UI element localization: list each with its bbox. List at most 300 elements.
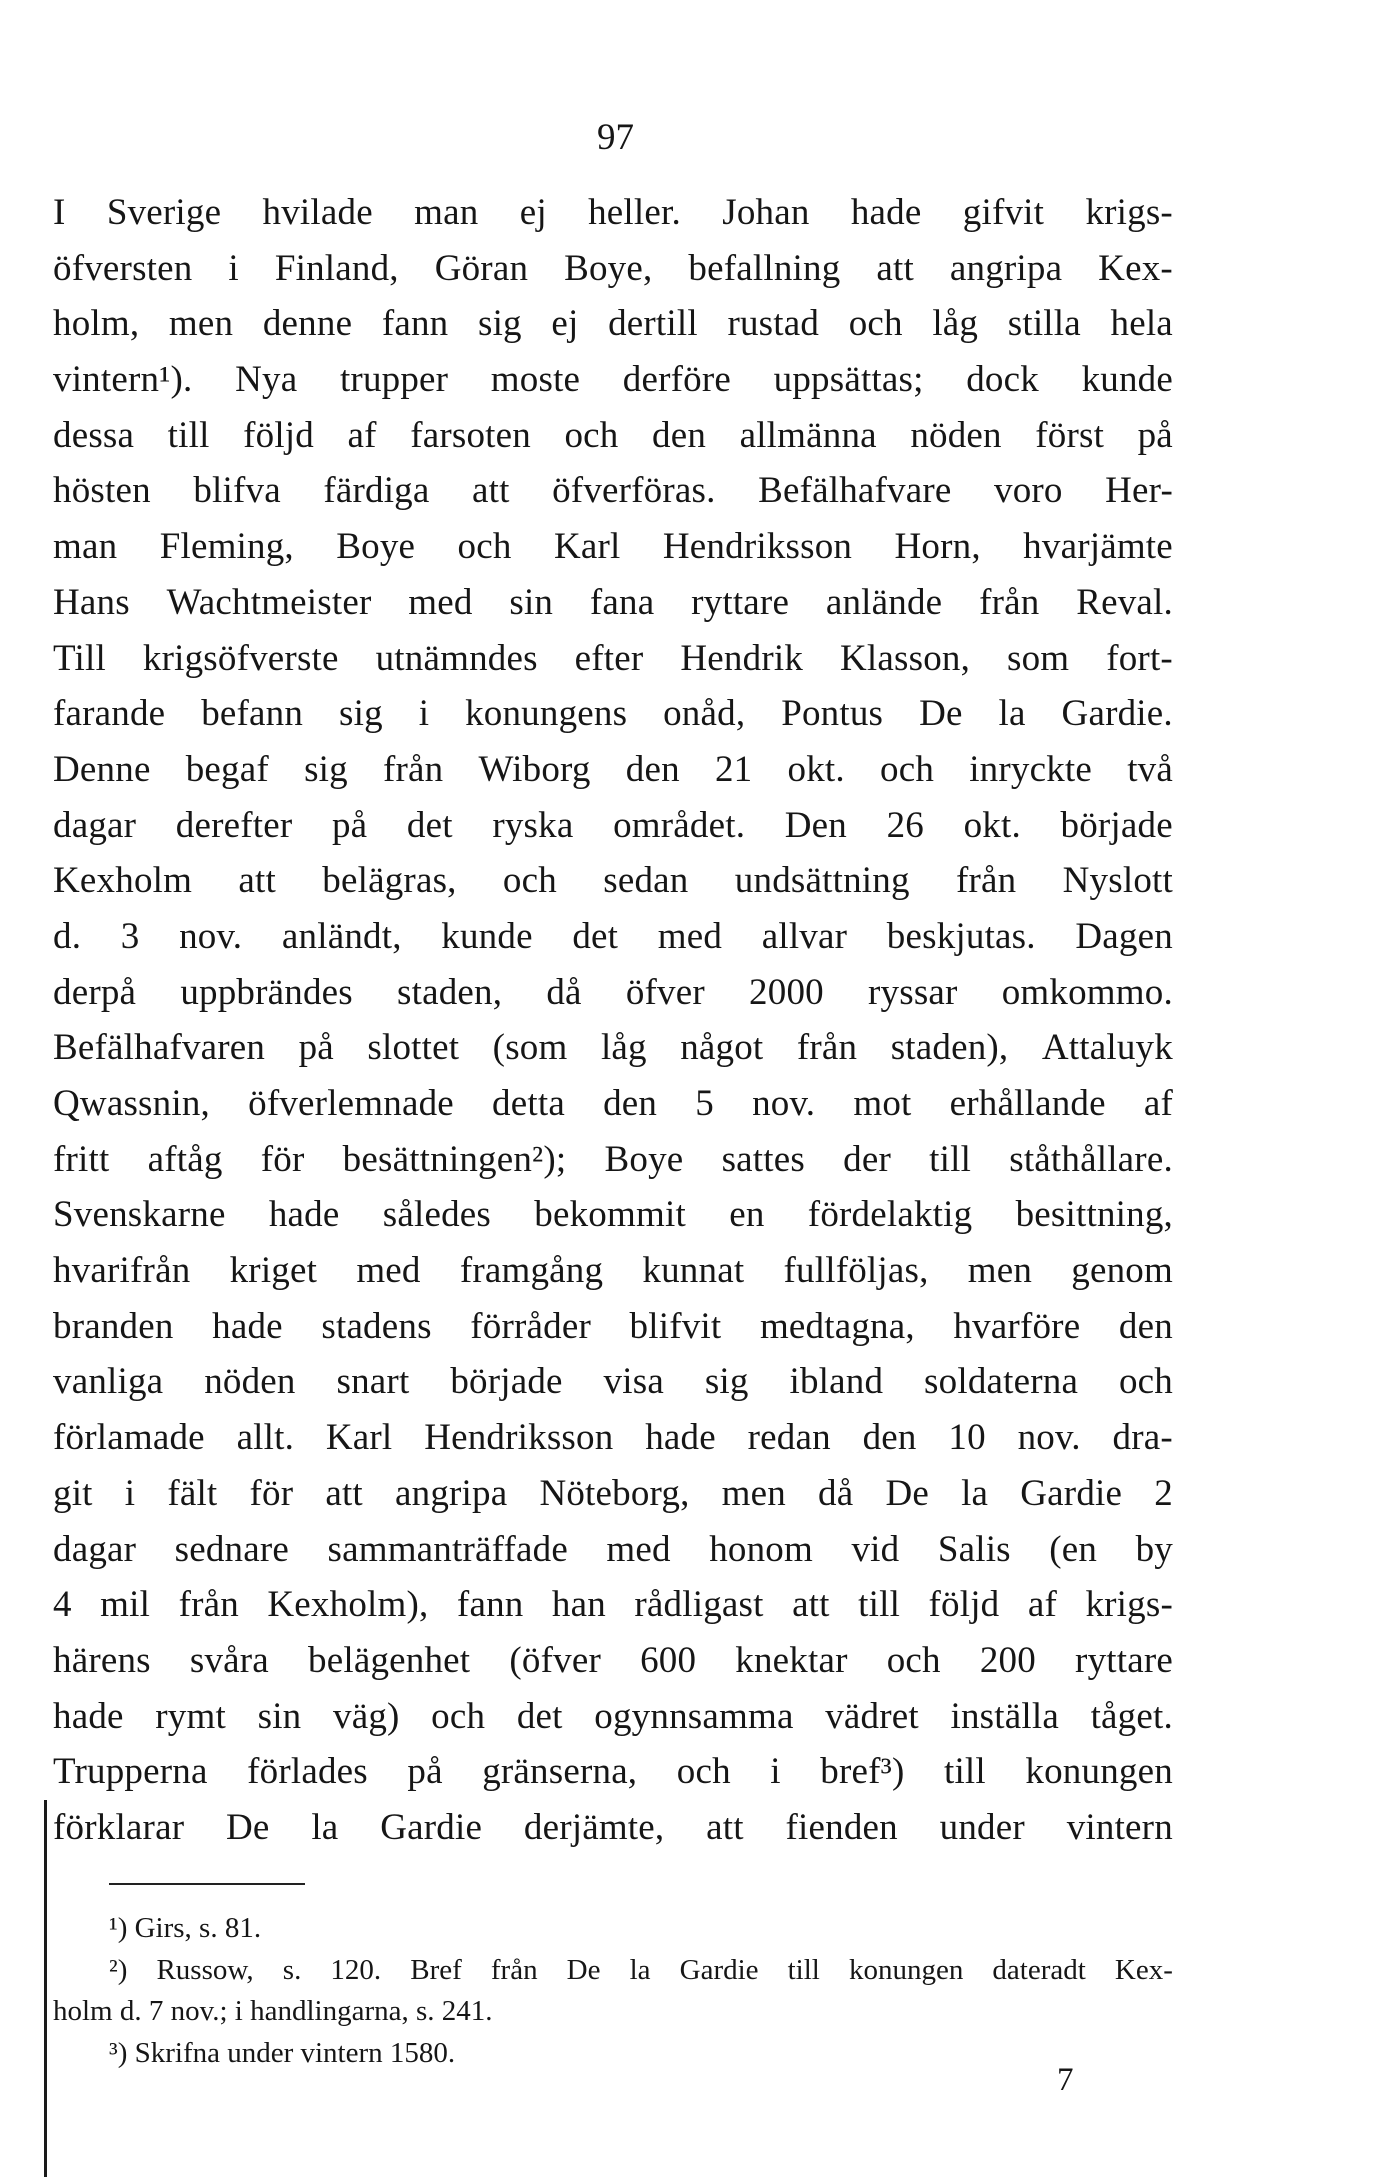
word: fienden xyxy=(785,1806,898,1848)
word: Pontus xyxy=(781,693,884,735)
word: Denne xyxy=(53,748,151,790)
word: af xyxy=(1143,1083,1173,1124)
word: sig xyxy=(339,693,383,735)
word: sig xyxy=(477,303,522,345)
word: kriget xyxy=(229,1250,318,1292)
word: öfverlemnade xyxy=(248,1083,454,1124)
word: moste xyxy=(490,359,581,401)
word: Hendrik xyxy=(680,637,804,679)
word: Den xyxy=(784,804,847,846)
word: allmänna xyxy=(739,414,877,456)
word: dagar xyxy=(53,1528,137,1570)
word: men xyxy=(721,1472,786,1514)
word: holm, xyxy=(53,303,140,345)
word: Nya xyxy=(235,359,298,401)
word: sin xyxy=(257,1695,302,1737)
word: der xyxy=(843,1138,891,1180)
word: Gardie xyxy=(1020,1472,1123,1514)
word: hvarifrån xyxy=(53,1250,191,1292)
word: la xyxy=(311,1806,339,1848)
word: 3 xyxy=(120,915,140,957)
word: af xyxy=(347,414,377,456)
word: rymt xyxy=(155,1695,226,1737)
word: besittning, xyxy=(1015,1194,1173,1236)
text-line xyxy=(53,575,1173,631)
word: man xyxy=(53,526,118,568)
word: fritt xyxy=(53,1138,110,1180)
word: allt. xyxy=(236,1417,295,1459)
word: Karl xyxy=(553,526,621,568)
word: sig xyxy=(304,748,348,790)
word: Wachtmeister xyxy=(166,581,372,623)
word: den xyxy=(625,748,680,790)
text-line xyxy=(53,1800,1173,1856)
word: på xyxy=(331,804,368,846)
body-text xyxy=(53,185,1173,1856)
word: I xyxy=(53,192,66,233)
word: men xyxy=(168,303,234,345)
word: den xyxy=(652,414,707,456)
word: det xyxy=(516,1695,563,1737)
word: Bref xyxy=(410,1953,462,1986)
word: sammanträffade xyxy=(327,1528,568,1570)
word: bref³) xyxy=(820,1751,905,1793)
text-line xyxy=(53,463,1173,519)
word: detta xyxy=(492,1083,565,1124)
word: med xyxy=(408,581,473,623)
word: hvarföre xyxy=(953,1305,1081,1347)
word: svåra xyxy=(189,1639,269,1681)
word: rådligast xyxy=(634,1584,764,1626)
word: att xyxy=(876,247,914,289)
word: (som xyxy=(492,1027,568,1069)
word: 5 xyxy=(695,1083,714,1124)
word: nöden xyxy=(910,414,1002,456)
word: soldaterna xyxy=(924,1361,1079,1403)
word: De xyxy=(919,693,963,735)
text-line xyxy=(53,909,1173,965)
word: och xyxy=(431,1695,486,1737)
word: ryska xyxy=(492,804,574,846)
word: fann xyxy=(456,1584,524,1626)
word: uppsättas; xyxy=(773,359,924,401)
word: erhållande xyxy=(949,1083,1106,1124)
word: öfversten xyxy=(53,247,193,289)
text-line xyxy=(53,853,1173,909)
word: och xyxy=(1118,1361,1173,1403)
word: således xyxy=(382,1194,492,1236)
word: 120. xyxy=(330,1953,382,1986)
word: visa xyxy=(603,1361,664,1403)
word: Till xyxy=(53,637,106,679)
word: Johan xyxy=(722,192,810,233)
word: sattes xyxy=(721,1138,805,1180)
word: att xyxy=(238,860,276,902)
word: medtagna, xyxy=(759,1305,915,1347)
word: anländt, xyxy=(281,915,402,957)
word: först xyxy=(1035,414,1105,456)
word: De xyxy=(885,1472,929,1514)
word: färdiga xyxy=(323,470,430,512)
word: dagar xyxy=(53,804,137,846)
word: att xyxy=(472,470,510,512)
word: följd xyxy=(243,414,314,456)
word: då xyxy=(546,971,582,1013)
word: i xyxy=(418,693,430,735)
word: det xyxy=(572,915,619,957)
word: la xyxy=(961,1472,989,1514)
word: Sverige xyxy=(106,192,222,233)
word: började xyxy=(1060,804,1173,846)
word: derpå xyxy=(53,971,137,1013)
word: konungen xyxy=(848,1953,964,1986)
word: vintern xyxy=(1066,1806,1173,1848)
text-line xyxy=(53,1522,1173,1578)
text-line xyxy=(53,965,1173,1021)
word: Gardie xyxy=(679,1953,759,1986)
word: hvilade xyxy=(262,192,373,233)
word: krigsöfverste xyxy=(142,637,339,679)
word: följd xyxy=(928,1584,1000,1626)
word: från xyxy=(178,1584,239,1626)
footnote-2-continued: holm d. 7 nov.; i handlingarna, s. 241. xyxy=(53,1995,493,2027)
word: med xyxy=(606,1528,671,1570)
text-line xyxy=(53,1076,1173,1132)
word: från xyxy=(490,1953,538,1986)
word: på xyxy=(298,1027,334,1069)
word: knektar xyxy=(735,1639,848,1681)
word: onåd, xyxy=(663,693,746,735)
word: från xyxy=(979,581,1040,623)
word: sin xyxy=(509,581,554,623)
word: ogynnsamma xyxy=(594,1695,794,1737)
word: då xyxy=(818,1472,854,1514)
word: Boye xyxy=(604,1138,684,1180)
word: undsättning xyxy=(734,860,910,902)
text-line xyxy=(53,352,1173,408)
word: öfver xyxy=(625,971,705,1013)
word: Hendriksson xyxy=(662,526,853,568)
word: stilla xyxy=(1007,303,1081,345)
word: hade xyxy=(268,1194,340,1236)
text-line xyxy=(53,1132,1173,1188)
word: derefter xyxy=(175,804,293,846)
word: Boye, xyxy=(564,247,653,289)
word: hvarjämte xyxy=(1023,526,1173,568)
word: omkommo. xyxy=(1001,971,1173,1013)
word: som xyxy=(1006,637,1070,679)
word: hade xyxy=(212,1305,283,1347)
word: dra- xyxy=(1112,1417,1173,1459)
word: men xyxy=(967,1250,1033,1292)
word: området. xyxy=(613,804,746,846)
word: farsoten xyxy=(410,414,531,456)
word: den xyxy=(862,1417,917,1459)
word: till xyxy=(943,1751,986,1793)
word: förlades xyxy=(247,1751,368,1793)
word: 600 xyxy=(640,1639,697,1681)
word: De xyxy=(226,1806,270,1848)
text-line xyxy=(53,185,1173,241)
word: väg) xyxy=(333,1695,400,1737)
word: okt. xyxy=(787,748,845,790)
word: och xyxy=(886,1639,941,1681)
word: på xyxy=(1137,414,1173,456)
word: konungen xyxy=(1025,1751,1173,1793)
word: hade xyxy=(53,1695,124,1737)
word: okt. xyxy=(963,804,1021,846)
footnote-1: ¹) Girs, s. 81. xyxy=(109,1912,262,1944)
word: Finland, xyxy=(274,247,399,289)
word: ryttare xyxy=(1075,1639,1173,1681)
word: att xyxy=(325,1472,363,1514)
word: för xyxy=(260,1138,305,1180)
word: för xyxy=(249,1472,294,1514)
word: och xyxy=(502,860,557,902)
word: till xyxy=(167,414,210,456)
word: nov. xyxy=(1017,1417,1081,1459)
text-line xyxy=(53,1243,1173,1299)
word: i xyxy=(228,247,239,289)
word: härens xyxy=(53,1639,151,1681)
word: den xyxy=(603,1083,658,1124)
word: Gardie. xyxy=(1061,693,1173,735)
word: och xyxy=(848,303,903,345)
word: Her- xyxy=(1105,470,1173,512)
word: konungens xyxy=(465,693,628,735)
word: staden), xyxy=(890,1027,1009,1069)
text-line xyxy=(53,798,1173,854)
word: två xyxy=(1127,748,1173,790)
word: kunde xyxy=(1081,359,1173,401)
word: angripa xyxy=(395,1472,508,1514)
word: befann xyxy=(201,693,304,735)
word: Boye xyxy=(336,526,416,568)
word: och xyxy=(564,414,619,456)
word: 2000 xyxy=(749,971,824,1013)
scan-margin-line xyxy=(44,1800,47,2177)
word: krigs- xyxy=(1085,1584,1173,1626)
text-line xyxy=(53,1689,1173,1745)
word: Hendriksson xyxy=(424,1417,614,1459)
word: 10 xyxy=(948,1417,986,1459)
word: 200 xyxy=(979,1639,1036,1681)
word: till xyxy=(858,1584,901,1626)
word: låg xyxy=(932,303,979,345)
word: Attaluyk xyxy=(1041,1027,1173,1069)
text-line xyxy=(53,742,1173,798)
word: redan xyxy=(747,1417,831,1459)
word: Hans xyxy=(53,581,130,623)
text-line xyxy=(53,1410,1173,1466)
word: vanliga xyxy=(53,1361,164,1403)
word: denne xyxy=(262,303,353,345)
word: De xyxy=(566,1953,601,1986)
word: och xyxy=(880,748,935,790)
word: af xyxy=(1027,1584,1057,1626)
word: fort- xyxy=(1106,637,1173,679)
footnotes xyxy=(53,1908,1173,2074)
text-line xyxy=(53,1354,1173,1410)
word: kunde xyxy=(441,915,533,957)
text-line xyxy=(53,519,1173,575)
word: staden, xyxy=(397,971,503,1013)
text-line xyxy=(53,296,1173,352)
word: genom xyxy=(1071,1250,1173,1292)
word: han xyxy=(551,1584,606,1626)
text-line xyxy=(53,1187,1173,1243)
word: något xyxy=(680,1027,764,1069)
word: öfverföras. xyxy=(552,470,716,512)
footnote-divider xyxy=(109,1883,305,1885)
text-line xyxy=(53,408,1173,464)
word: utnämndes xyxy=(375,637,538,679)
word: mot xyxy=(853,1083,912,1124)
word: (en xyxy=(1049,1528,1098,1570)
word: Trupperna xyxy=(53,1751,208,1793)
word: vintern¹). xyxy=(53,359,193,401)
word: förråder xyxy=(470,1305,591,1347)
word: Nyslott xyxy=(1062,860,1173,902)
word: fana xyxy=(589,581,655,623)
word: 26 xyxy=(886,804,924,846)
word: hade xyxy=(645,1417,716,1459)
word: allvar xyxy=(761,915,848,957)
word: fält xyxy=(167,1472,218,1514)
text-line xyxy=(53,241,1173,297)
word: fördelaktig xyxy=(807,1194,973,1236)
word: ryttare xyxy=(691,581,790,623)
word: la xyxy=(998,693,1026,735)
word: sig xyxy=(704,1361,749,1403)
word: till xyxy=(787,1953,820,1986)
word: att xyxy=(792,1584,830,1626)
word: heller. xyxy=(588,192,681,233)
word: Befälhafvare xyxy=(758,470,952,512)
text-line xyxy=(53,1020,1173,1076)
word: blifvit xyxy=(629,1305,722,1347)
word: fullföljas, xyxy=(783,1250,929,1292)
word: hösten xyxy=(53,470,151,512)
word: la xyxy=(629,1953,651,1986)
word: den xyxy=(1118,1305,1173,1347)
word: Nöteborg, xyxy=(539,1472,690,1514)
word: Svenskarne xyxy=(53,1194,226,1236)
word: mil xyxy=(100,1584,151,1626)
word: belägenhet xyxy=(308,1639,471,1681)
word: Göran xyxy=(434,247,529,289)
footnote-2 xyxy=(53,1950,1173,1992)
word: ej xyxy=(519,192,547,233)
word: från xyxy=(955,860,1017,902)
word: tåget. xyxy=(1090,1695,1173,1737)
word: voro xyxy=(994,470,1063,512)
text-line xyxy=(53,631,1173,687)
word: Horn, xyxy=(894,526,981,568)
word: fann xyxy=(381,303,449,345)
word: med xyxy=(356,1250,421,1292)
word: låg xyxy=(600,1027,647,1069)
word: framgång xyxy=(459,1250,604,1292)
word: och xyxy=(676,1751,731,1793)
text-line xyxy=(53,1299,1173,1355)
word: sedan xyxy=(603,860,689,902)
word: att xyxy=(706,1806,744,1848)
word: Gardie xyxy=(380,1806,483,1848)
word: ibland xyxy=(789,1361,884,1403)
word: d. xyxy=(53,915,82,957)
word: med xyxy=(657,915,723,957)
word: Russow, xyxy=(156,1953,254,1986)
word: rustad xyxy=(727,303,820,345)
word: trupper xyxy=(339,359,449,401)
word: belägras, xyxy=(322,860,457,902)
word: begaf xyxy=(185,748,269,790)
word: Klasson, xyxy=(839,637,971,679)
word: Dagen xyxy=(1075,915,1173,957)
word: i xyxy=(770,1751,781,1793)
word: det xyxy=(406,804,453,846)
word: Kex- xyxy=(1098,247,1173,289)
word: ryssar xyxy=(868,971,958,1013)
word: förklarar xyxy=(53,1806,185,1848)
word: branden xyxy=(53,1305,174,1347)
footnote-3: ³) Skrifna under vintern 1580. xyxy=(109,2036,456,2069)
word: en xyxy=(729,1194,765,1236)
word: snart xyxy=(336,1361,410,1403)
word: Kexholm xyxy=(53,860,193,902)
word: nov. xyxy=(752,1083,816,1124)
word: slottet xyxy=(367,1027,460,1069)
word: man xyxy=(414,192,479,233)
word: by xyxy=(1135,1528,1173,1570)
word: Wiborg xyxy=(478,748,591,790)
word: kunnat xyxy=(642,1250,745,1292)
page-number: 97 xyxy=(597,117,634,158)
word: 4 xyxy=(53,1584,72,1626)
word: befallning xyxy=(688,247,841,289)
word: derjämte, xyxy=(523,1806,665,1848)
word: Salis xyxy=(937,1528,1011,1570)
word: från xyxy=(796,1027,858,1069)
text-line xyxy=(53,1744,1173,1800)
word: Reval. xyxy=(1076,581,1173,623)
word: krigs- xyxy=(1085,192,1173,233)
word: beskjutas. xyxy=(886,915,1036,957)
word: började xyxy=(450,1361,563,1403)
word: dateradt xyxy=(992,1953,1086,1986)
printer-signature-mark: 7 xyxy=(1057,2062,1074,2098)
word: ståthållare. xyxy=(1009,1138,1173,1180)
word: derföre xyxy=(622,359,732,401)
word: gifvit xyxy=(962,192,1045,233)
word: 2 xyxy=(1154,1472,1173,1514)
text-line xyxy=(53,1577,1173,1633)
word: inställa xyxy=(950,1695,1059,1737)
word: på xyxy=(407,1751,443,1793)
word: uppbrändes xyxy=(180,971,353,1013)
word: (öfver xyxy=(509,1639,601,1681)
word: ²) xyxy=(109,1953,128,1986)
word: Fleming, xyxy=(159,526,294,568)
word: git xyxy=(53,1472,93,1514)
word: nov. xyxy=(179,915,243,957)
word: efter xyxy=(574,637,644,679)
word: inryckte xyxy=(969,748,1093,790)
word: Kex- xyxy=(1114,1953,1173,1986)
word: honom xyxy=(709,1528,813,1570)
word: gränserna, xyxy=(482,1751,638,1793)
